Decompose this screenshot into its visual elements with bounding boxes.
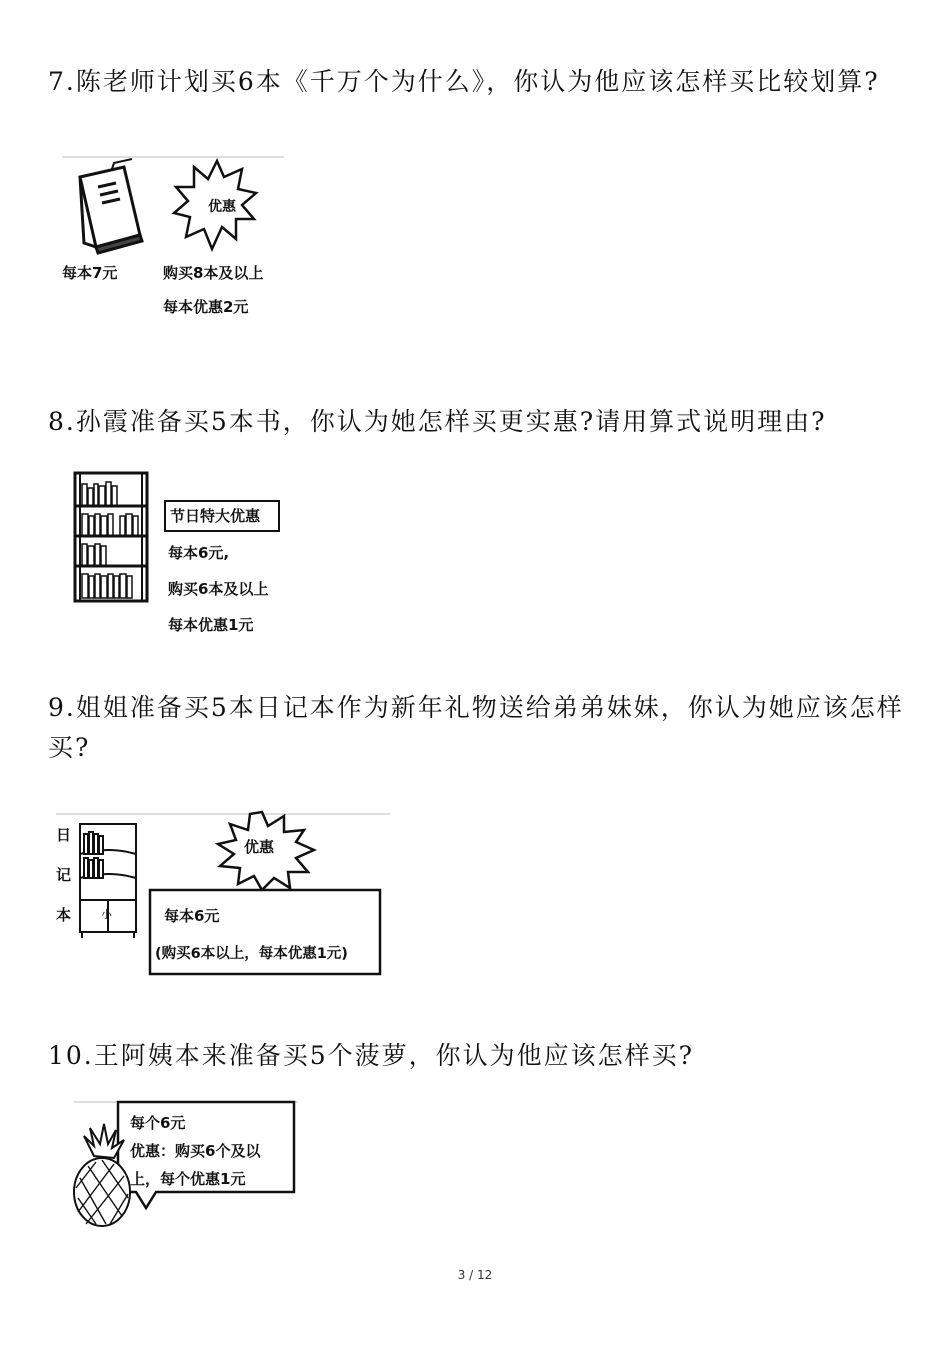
question-8: 8.孙霞准备买5本书，你认为她怎样买更实惠?请用算式说明理由? xyxy=(48,407,827,436)
q9-burst-label: 优惠 xyxy=(244,838,275,856)
q8-bookshelf xyxy=(72,470,152,609)
q9-drawer-label: 小 xyxy=(101,908,112,921)
q8-line1: 每本6元, xyxy=(168,544,230,562)
q9-vertical-1: 日 xyxy=(56,826,72,844)
question-7: 7.陈老师计划买6本《千万个为什么》，你认为他应该怎样买比较划算? xyxy=(48,67,880,96)
q7-burst-label: 优惠 xyxy=(208,199,236,215)
q9-line1: 每本6元 xyxy=(164,907,220,925)
q9-vertical-3: 本 xyxy=(56,906,72,924)
bookshelf-icon xyxy=(72,470,152,605)
q10-line3: 上，每个优惠1元 xyxy=(130,1170,246,1188)
q7-offer-line2: 每本优惠2元 xyxy=(163,298,249,316)
q10-line1: 每个6元 xyxy=(130,1114,186,1132)
book-icon xyxy=(80,159,142,253)
q7-offer-line1: 购买8本及以上 xyxy=(163,264,264,282)
q10-line2: 优惠：购买6个及以 xyxy=(130,1142,261,1160)
question-10: 10.王阿姨本来准备买5个菠萝，你认为他应该怎样买? xyxy=(48,1041,695,1070)
q8-line3: 每本优惠1元 xyxy=(168,616,254,634)
q8-sign-title: 节日特大优惠 xyxy=(170,507,261,525)
q9-line2: (购买6本以上，每本优惠1元) xyxy=(155,946,348,962)
q7-price: 每本7元 xyxy=(62,264,118,282)
q8-line2: 购买6本及以上 xyxy=(168,580,269,598)
page-number: 3 / 12 xyxy=(457,1268,493,1282)
question-9: 9.姐姐准备买5本日记本作为新年礼物送给弟弟妹妹，你认为她应该怎样买? xyxy=(48,693,904,762)
q9-vertical-2: 记 xyxy=(56,866,72,884)
